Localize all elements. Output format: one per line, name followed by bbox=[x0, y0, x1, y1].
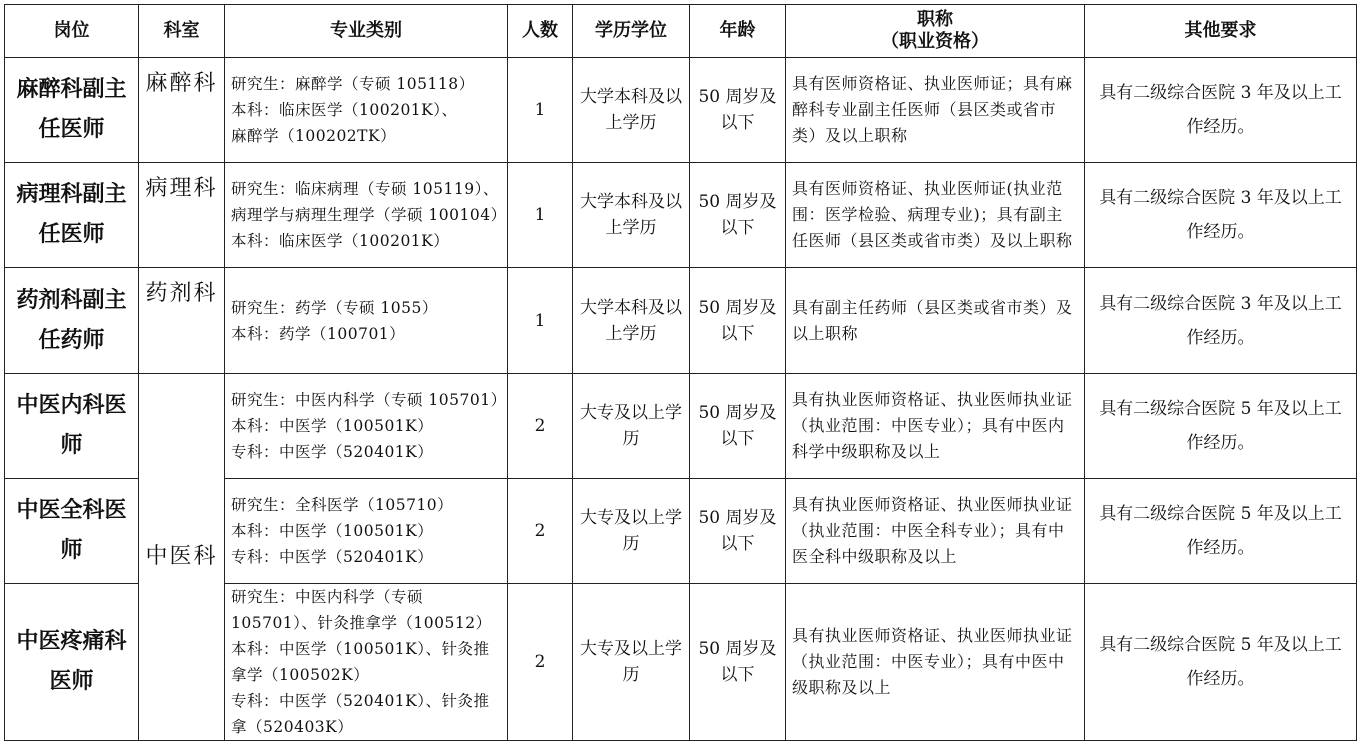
other-cell: 具有二级综合医院 3 年及以上工作经历。 bbox=[1085, 163, 1357, 268]
major-cell bbox=[225, 374, 508, 479]
age-cell: 50 周岁及以下 bbox=[690, 268, 786, 374]
header-title-line2: （职业资格） bbox=[881, 31, 989, 52]
post-cell: 药剂科副主任药师 bbox=[5, 268, 139, 374]
major-line: 研究生：麻醉学（专硕 105118） bbox=[231, 75, 475, 93]
count-cell: 2 bbox=[508, 374, 573, 479]
recruitment-table bbox=[4, 4, 1357, 741]
title-cell: 具有执业医师资格证、执业医师执业证（执业范围：中医专业）；具有中医中级职称及以上 bbox=[786, 584, 1085, 741]
edu-cell: 大学本科及以上学历 bbox=[573, 268, 690, 374]
age-cell: 50 周岁及以下 bbox=[690, 58, 786, 163]
other-cell: 具有二级综合医院 5 年及以上工作经历。 bbox=[1085, 479, 1357, 584]
age-cell: 50 周岁及以下 bbox=[690, 163, 786, 268]
age-cell: 50 周岁及以下 bbox=[690, 584, 786, 741]
edu-cell: 大学本科及以上学历 bbox=[573, 58, 690, 163]
header-major: 专业类别 bbox=[225, 5, 508, 58]
age-cell: 50 周岁及以下 bbox=[690, 374, 786, 479]
major-line: 本科：临床医学（100201K）、 bbox=[231, 101, 458, 119]
major-cell bbox=[225, 163, 508, 268]
major-line: 研究生：全科医学（105710） bbox=[231, 496, 454, 514]
dept-cell: 麻醉科 bbox=[139, 58, 225, 163]
major-line: 本科：临床医学（100201K） bbox=[231, 232, 450, 250]
major-line: 研究生：中医内科学（专硕 105701）、针灸推拿学（100512） bbox=[231, 588, 492, 632]
header-dept: 科室 bbox=[139, 5, 225, 58]
post-cell: 麻醉科副主任医师 bbox=[5, 58, 139, 163]
major-line: 麻醉学（100202TK） bbox=[231, 127, 397, 145]
header-edu: 学历学位 bbox=[573, 5, 690, 58]
header-age: 年龄 bbox=[690, 5, 786, 58]
count-cell: 1 bbox=[508, 268, 573, 374]
post-cell: 病理科副主任医师 bbox=[5, 163, 139, 268]
count-cell: 1 bbox=[508, 58, 573, 163]
title-cell: 具有医师资格证、执业医师证；具有麻醉科专业副主任医师（县区类或省市类）及以上职称 bbox=[786, 58, 1085, 163]
post-cell: 中医疼痛科医师 bbox=[5, 584, 139, 741]
age-cell: 50 周岁及以下 bbox=[690, 479, 786, 584]
major-line: 研究生：中医内科学（专硕 105701） bbox=[231, 391, 507, 409]
major-cell bbox=[225, 479, 508, 584]
dept-cell: 病理科 bbox=[139, 163, 225, 268]
post-cell: 中医全科医师 bbox=[5, 479, 139, 584]
major-line: 研究生：药学（专硕 1055） bbox=[231, 298, 438, 317]
major-line: 专科：中医学（520401K） bbox=[231, 443, 434, 461]
header-title bbox=[786, 5, 1085, 58]
header-other: 其他要求 bbox=[1085, 5, 1357, 58]
edu-cell: 大专及以上学历 bbox=[573, 479, 690, 584]
major-line: 本科：药学（100701） bbox=[231, 324, 406, 343]
edu-cell: 大学本科及以上学历 bbox=[573, 163, 690, 268]
other-cell: 具有二级综合医院 3 年及以上工作经历。 bbox=[1085, 268, 1357, 374]
title-cell: 具有执业医师资格证、执业医师执业证（执业范围：中医专业）；具有中医内科学中级职称及以上 bbox=[786, 374, 1085, 479]
major-line: 本科：中医学（100501K） bbox=[231, 522, 434, 540]
title-cell: 具有执业医师资格证、执业医师执业证（执业范围：中医全科专业）；具有中医全科中级职称及以上 bbox=[786, 479, 1085, 584]
count-cell: 2 bbox=[508, 584, 573, 741]
header-row bbox=[5, 5, 1357, 58]
title-cell: 具有医师资格证、执业医师证(执业范围：医学检验、病理专业)；具有副主任医师（县区类或省市类）及以上职称 bbox=[786, 163, 1085, 268]
dept-cell: 中医科 bbox=[139, 374, 225, 741]
major-cell bbox=[225, 58, 508, 163]
other-cell: 具有二级综合医院 3 年及以上工作经历。 bbox=[1085, 58, 1357, 163]
title-cell: 具有副主任药师（县区类或省市类）及以上职称 bbox=[786, 268, 1085, 374]
major-line: 本科：中医学（100501K） bbox=[231, 417, 434, 435]
count-cell: 2 bbox=[508, 479, 573, 584]
major-cell bbox=[225, 268, 508, 374]
post-cell: 中医内科医师 bbox=[5, 374, 139, 479]
major-line: 专科：中医学（520401K） bbox=[231, 548, 434, 566]
header-post: 岗位 bbox=[5, 5, 139, 58]
count-cell: 1 bbox=[508, 163, 573, 268]
major-line: 本科：中医学（100501K）、针灸推拿学（100502K） bbox=[231, 640, 490, 684]
major-cell bbox=[225, 584, 508, 741]
major-line: 研究生：临床病理（专硕 105119）、病理学与病理生理学（学硕 100104） bbox=[231, 180, 507, 224]
header-count: 人数 bbox=[508, 5, 573, 58]
table-row bbox=[5, 374, 1357, 479]
header-title-line1: 职称 bbox=[917, 9, 953, 30]
other-cell: 具有二级综合医院 5 年及以上工作经历。 bbox=[1085, 374, 1357, 479]
table-row bbox=[5, 268, 1357, 374]
edu-cell: 大专及以上学历 bbox=[573, 584, 690, 741]
dept-cell: 药剂科 bbox=[139, 268, 225, 374]
table-row bbox=[5, 58, 1357, 163]
table-row bbox=[5, 163, 1357, 268]
edu-cell: 大专及以上学历 bbox=[573, 374, 690, 479]
major-line: 专科：中医学（520401K）、针灸推拿（520403K） bbox=[231, 692, 490, 736]
other-cell: 具有二级综合医院 5 年及以上工作经历。 bbox=[1085, 584, 1357, 741]
